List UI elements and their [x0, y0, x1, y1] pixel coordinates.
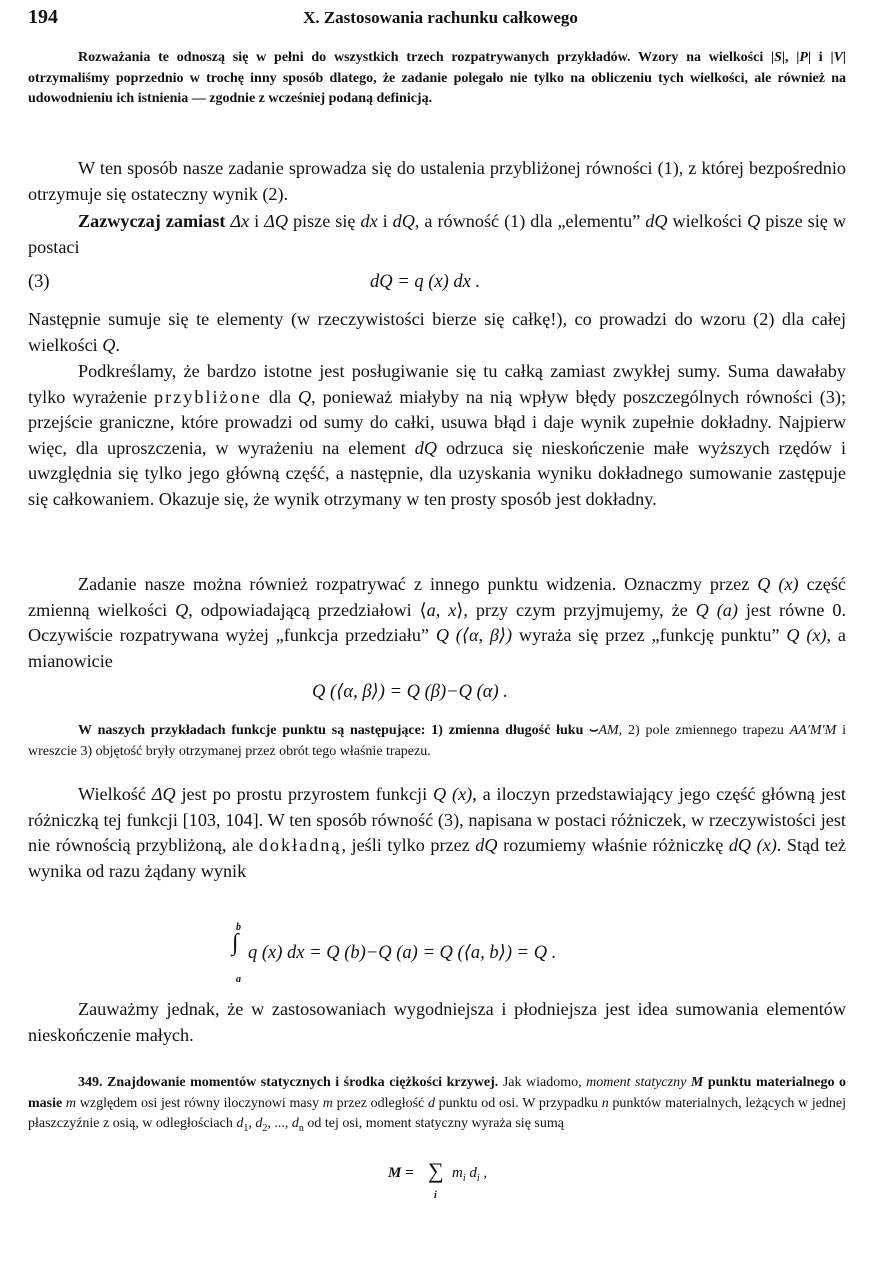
- paragraph-notation: Zazwyczaj zamiast Δx i ΔQ pisze się dx i dQ, a równość (1) dla „elementu” dQ wielkości Q pisze się w postaci: [28, 211, 846, 257]
- paragraph-differential: Wielkość ΔQ jest po prostu przyrostem funkcji Q (x), a iloczyn przedstawiający jego część główną jest różniczką tej funkcji [103, 104]. W ten sposób równość (3), napisana w postaci różniczek, w rzeczywistości jest nie równością przybliżoną, ale dokładną, jeśli tylko przez dQ rozumiemy właśnie różniczkę dQ (x). Stąd też wynika od razu żądany wynik: [28, 784, 846, 881]
- sum-index: i: [434, 1190, 437, 1201]
- section-title: Znajdowanie momentów statycznych i środka ciężkości krzywej.: [107, 1075, 499, 1090]
- equation-number-3: (3): [28, 272, 50, 292]
- paragraph-point-function: Zadanie nasze można również rozpatrywać z innego punktu widzenia. Oznaczmy przez Q (x) część zmienną wielkości Q, odpowiadającą przedziałowi ⟨a, x⟩, przy czym przyjmujemy, że Q (a) jest równe 0. Oczywiście rozpatrywana wyżej „funkcja przedziału” Q (⟨α, β⟩) wyraża się przez „funkcję punktu” Q (x), a mianowicie: [28, 574, 847, 671]
- paragraph-integral-emphasis: Podkreślamy, że bardzo istotne jest posługiwanie się tu całką zamiast zwykłej sumy. Suma dawałaby tylko wyrażenie przybliżone dla Q, ponieważ miałyby na nią wpływ błędy poszczególnych równości (3); przejście graniczne, które prowadzi od sumy do całki, usuwa błąd i daje wynik zupełnie dokładny. Najpierw więc, dla uproszczenia, w wyrażeniu na element dQ odrzuca się nieskończenie małe wyższych rzędów i uwzględnia się tylko jego główną część, a następnie, dla uzyskania wyniku dokładnego sumowanie zastępuje się całkowaniem. Okazuje się, że wynik otrzymany w ten prosty sposób jest dokładny.: [28, 361, 846, 509]
- equation-interval-function: Q (⟨α, β⟩) = Q (β)−Q (α) .: [312, 682, 508, 702]
- paragraph-note-existence: Rozważania te odnoszą się w pełni do wszystkich trzech rozpatrywanych przykładów. Wzory na wielkości |S|, |P| i |V| otrzymaliśmy poprzednio w trochę inny sposób dlatego, że zadanie polegało nie tylko na obliczeniu tych wielkości, ale również na udowodnieniu ich istnienia — zgodnie z wcześniej podaną definicją.: [28, 50, 847, 106]
- integral-formula: q (x) dx = Q (b)−Q (a) = Q (⟨a, b⟩) = Q .: [248, 943, 557, 963]
- page-number: 194: [28, 6, 58, 28]
- paragraph-examples-note: W naszych przykładach funkcje punktu są następujące: 1) zmienna długość łuku ⌣AM, 2) pole zmiennego trapezu AA′M′M i wreszcie 3) objętość bryły otrzymanej przez obrót tego właśnie trapezu.: [28, 723, 847, 759]
- paragraph-summation: Następnie sumuje się te elementy (w rzeczywistości bierze się całkę!), co prowadzi do wzoru (2) dla całej wielkości Q.: [28, 309, 846, 355]
- integral-lower-limit: a: [236, 974, 241, 985]
- paragraph-remark: Zauważmy jednak, że w zastosowaniach wygodniejsza i płodniejsza jest idea sumowania elementów nieskończenie małych.: [28, 999, 846, 1045]
- running-title: X. Zastosowania rachunku całkowego: [303, 8, 578, 27]
- integral-sign: ∫: [232, 930, 239, 956]
- sum-rhs: $m_i$ $d_i$ ,: [452, 1165, 488, 1184]
- page-header: [28, 6, 853, 32]
- sum-lhs: M =: [388, 1165, 414, 1181]
- section-number: 349.: [78, 1075, 103, 1090]
- paragraph-reduction: W ten sposób nasze zadanie sprowadza się do ustalenia przybliżonej równości (1), z której bezpośrednio otrzymuje się ostateczny wynik (2).: [28, 158, 846, 204]
- section-349: 349. Znajdowanie momentów statycznych i środka ciężkości krzywej. Jak wiadomo, moment statyczny M punktu materialnego o masie m względem osi jest równy iloczynowi masy m przez odległość d punktu od osi. W przypadku n punktów materialnych, leżących w jednej płaszczyźnie z osią, w odległościach $d_1$, $d_2$, ..., $d_n$ od tej osi, moment statyczny wyraża się sumą: [28, 1075, 847, 1134]
- sum-sign: ∑: [428, 1158, 444, 1183]
- integral-upper-limit: b: [236, 922, 241, 933]
- equation-3: dQ = q (x) dx .: [370, 272, 481, 292]
